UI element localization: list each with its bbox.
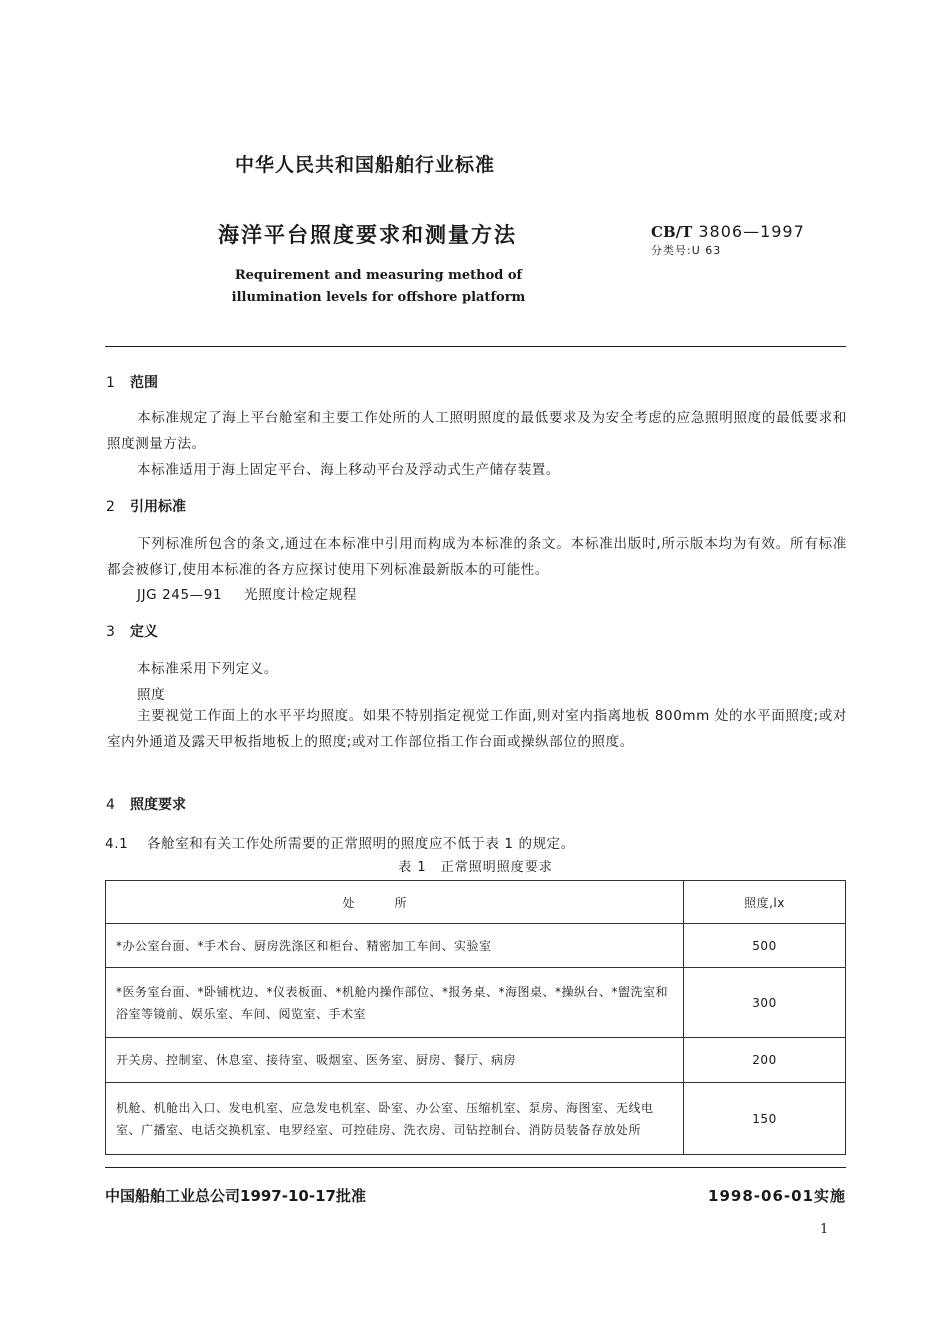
clause-4-1 bbox=[105, 832, 575, 852]
section-2-number: 2 bbox=[106, 499, 115, 515]
approval-line: 中国船舶工业总公司1997-10-17批准 bbox=[105, 1187, 366, 1205]
location-cell: *医务室台面、*卧铺枕边、*仪表板面、*机舱内操作部位、*报务桌、*海图桌、*操纵台、*盥洗室和浴室等镜前、娱乐室、车间、阅览室、手术室 bbox=[106, 968, 684, 1038]
classification-number: 分类号:U 63 bbox=[651, 244, 722, 257]
lux-cell: 150 bbox=[684, 1083, 846, 1155]
column-header-lux: 照度,lx bbox=[684, 881, 846, 924]
section-1-paragraph-1: 本标准规定了海上平台舱室和主要工作处所的人工照明照度的最低要求及为安全考虑的应急照明照度的最低要求和照度测量方法。 bbox=[107, 410, 847, 452]
table-caption: 表 1 正常照明照度要求 bbox=[398, 860, 553, 875]
table-header-row bbox=[106, 881, 846, 924]
org-title: 中华人民共和国船舶行业标准 bbox=[235, 154, 496, 176]
table-row bbox=[106, 968, 846, 1038]
section-3-paragraph-1: 本标准采用下列定义。 bbox=[137, 661, 278, 677]
illumination-table bbox=[105, 880, 846, 1155]
section-1-title: 范围 bbox=[130, 375, 158, 391]
lux-cell: 200 bbox=[684, 1038, 846, 1083]
section-2-title: 引用标准 bbox=[130, 499, 186, 515]
reference-title: 光照度计检定规程 bbox=[244, 587, 357, 603]
section-4-heading bbox=[106, 794, 186, 814]
clause-number: 4.1 bbox=[105, 836, 129, 852]
clause-text: 各舱室和有关工作处所需要的正常照明的照度应不低于表 1 的规定。 bbox=[147, 836, 575, 852]
section-4-number: 4 bbox=[106, 797, 115, 813]
column-header-location: 处所 bbox=[106, 881, 684, 924]
table-row bbox=[106, 1038, 846, 1083]
reference-code: JJG 245—91 bbox=[137, 587, 223, 603]
section-1-number: 1 bbox=[106, 375, 115, 391]
section-2-heading bbox=[106, 496, 186, 516]
effective-date: 1998-06-01实施 bbox=[708, 1187, 846, 1205]
standard-code-prefix: CB/T bbox=[651, 223, 693, 241]
location-cell: 开关房、控制室、休息室、接待室、吸烟室、医务室、厨房、餐厅、病房 bbox=[106, 1038, 684, 1083]
location-cell: 机舱、机舱出入口、发电机室、应急发电机室、卧室、办公室、压缩机室、泵房、海图室、无线电室、广播室、电话交换机室、电罗经室、可控硅房、洗衣房、司钻控制台、消防员装备存放处所 bbox=[106, 1083, 684, 1155]
location-cell: *办公室台面、*手术台、厨房洗涤区和柜台、精密加工车间、实验室 bbox=[106, 924, 684, 968]
table-row bbox=[106, 1083, 846, 1155]
header-rule bbox=[105, 346, 846, 347]
section-3-heading bbox=[106, 621, 158, 641]
section-1-heading bbox=[106, 372, 158, 392]
standard-code bbox=[651, 222, 805, 241]
definition-term: 照度 bbox=[137, 687, 166, 703]
section-2-paragraph-1: 下列标准所包含的条文,通过在本标准中引用而构成为本标准的条文。本标准出版时,所示版本均为有效。所有标准都会被修订,使用本标准的各方应探讨使用下列标准最新版本的可能性。 bbox=[107, 536, 847, 578]
table-row bbox=[106, 924, 846, 968]
lux-cell: 500 bbox=[684, 924, 846, 968]
definition-text: 主要视觉工作面上的水平平均照度。如果不特别指定视觉工作面,则对室内指离地板 800mm 处的水平面照度;或对室内外通道及露天甲板指地板上的照度;或对工作部位指工作台面或操纵部位的照度。 bbox=[107, 708, 847, 750]
standard-title-en-line2: illumination levels for offshore platform bbox=[231, 290, 526, 305]
footer-rule bbox=[105, 1167, 846, 1168]
section-3-title: 定义 bbox=[130, 624, 158, 640]
section-3-number: 3 bbox=[106, 624, 115, 640]
reference-standard bbox=[137, 583, 357, 603]
page-number: 1 bbox=[820, 1222, 829, 1237]
standard-title-en-line1: Requirement and measuring method of bbox=[234, 268, 523, 283]
section-4-title: 照度要求 bbox=[130, 797, 186, 813]
standard-code-number: 3806—1997 bbox=[692, 222, 805, 241]
lux-cell: 300 bbox=[684, 968, 846, 1038]
section-1-paragraph-2: 本标准适用于海上固定平台、海上移动平台及浮动式生产储存装置。 bbox=[137, 462, 560, 478]
standard-title-cn: 海洋平台照度要求和测量方法 bbox=[218, 223, 517, 247]
